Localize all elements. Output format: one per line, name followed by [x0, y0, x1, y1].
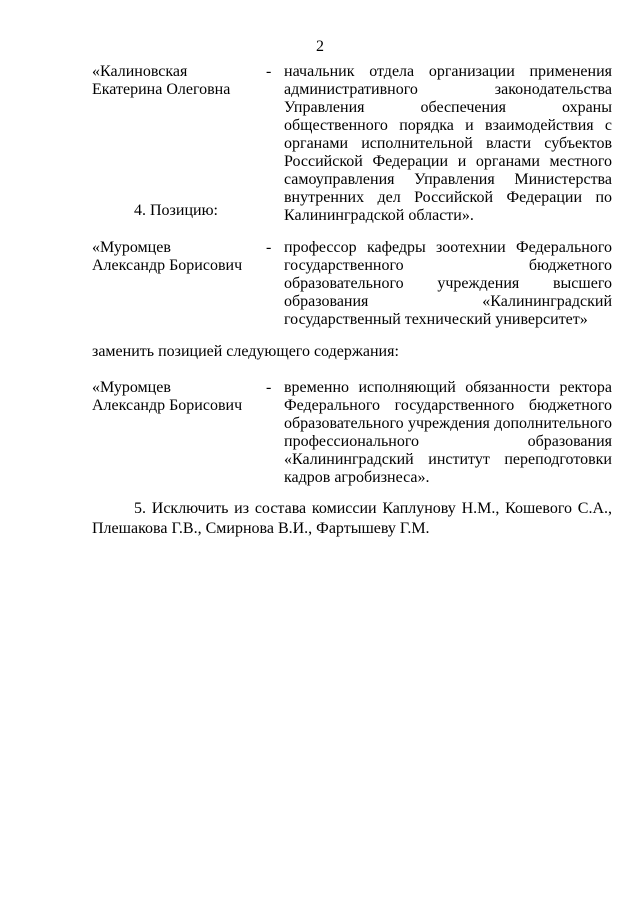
member-position: временно исполняющий обязанности ректора Федерального государственного бюджетного образовательного учреждения дополнительного профессионального образования «Калининградский институт переподготовки кадров агробизнеса». [284, 379, 612, 486]
member-name: «Калиновская Екатерина Олеговна [92, 63, 231, 98]
replace-instruction: заменить позицией следующего содержания: [92, 343, 399, 360]
dash-separator: - [266, 379, 272, 396]
dash-separator: - [266, 63, 272, 80]
member-name: «Муромцев Александр Борисович [92, 379, 243, 414]
member-position: профессор кафедры зоотехнии Федерального государственного бюджетного образовательного учреждения высшего образования «Калининградский государственный технический университет» [284, 239, 612, 328]
member-name: «Муромцев Александр Борисович [92, 239, 243, 274]
page-number: 2 [316, 38, 324, 55]
dash-separator: - [266, 239, 272, 256]
item-5-paragraph: 5. Исключить из состава комиссии Каплунову Н.М., Кошевого С.А., Плешакова Г.В., Смирнова В.И., Фартышеву Г.М. [92, 500, 612, 537]
item-4-heading: 4. Позицию: [134, 202, 218, 219]
member-position: начальник отдела организации применения административного законодательства Управления обеспечения охраны общественного порядка и взаимодействия с органами исполнительной власти субъектов Российской Федерации и органами местного самоуправления Управления Министерства внутренних дел Российской Федерации по Калининградской области». [284, 63, 612, 224]
